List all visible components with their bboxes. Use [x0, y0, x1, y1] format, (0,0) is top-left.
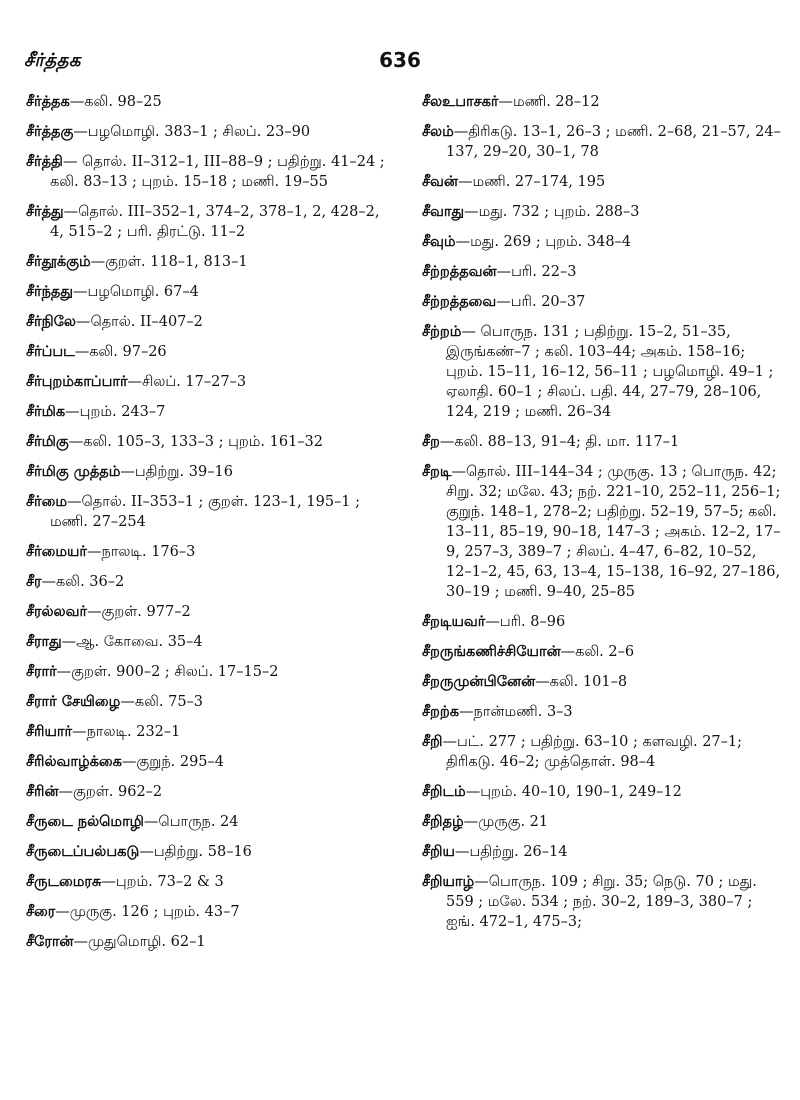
entry-headword: சீற்றம் [422, 324, 462, 340]
entry-references: —முருகு. 126 ; புறம். 43–7 [55, 904, 240, 920]
entry-references: —தொல். III–352–1, 374–2, 378–1, 2, 428–2, 4, 515–2 ; பரி. திரட்டு. 11–2 [50, 204, 380, 240]
entry-references: —கலி. 2–6 [560, 644, 635, 660]
entry-headword: சீற்றத்தவை [422, 294, 497, 310]
entry-headword: சீரார் சேயிழை [26, 694, 121, 710]
index-entry [26, 312, 386, 332]
index-entry [26, 282, 386, 302]
entry-headword: சீர்மிகு [26, 434, 69, 450]
entry-references: —பட். 277 ; பதிற்று. 63–10 ; களவழி. 27–1; திரிகடு. 46–2; முத்தொள். 98–4 [442, 734, 743, 770]
index-entry [26, 462, 386, 482]
index-entry [26, 402, 386, 422]
entry-headword: சீர [26, 574, 42, 590]
index-entry [422, 292, 782, 312]
entry-references: —குறுந். 295–4 [121, 754, 225, 770]
index-entry [422, 642, 782, 662]
entry-headword: சீலம் [422, 124, 454, 140]
index-entry [422, 232, 782, 252]
index-entry [422, 612, 782, 632]
entry-references: —புறம். 40–10, 190–1, 249–12 [465, 784, 682, 800]
entry-headword: சீரின் [26, 784, 59, 800]
index-entry [422, 672, 782, 692]
entry-headword: சீர்த்து [26, 204, 64, 220]
entry-references: —கலி. 75–3 [120, 694, 204, 710]
entry-references: —தொல். II–407–2 [75, 314, 203, 330]
index-entry [26, 902, 386, 922]
index-entry [26, 662, 386, 682]
entry-headword: சீருடைப்பல்பகடு [26, 844, 140, 860]
entry-headword: சீறியாழ் [422, 874, 475, 890]
index-entry [26, 92, 386, 112]
entry-headword: சீராது [26, 634, 62, 650]
index-entry [26, 152, 386, 192]
entry-references: —பதிற்று. 58–16 [139, 844, 252, 860]
entry-headword: சீரை [26, 904, 56, 920]
entry-headword: சீருடமைரசு [26, 874, 102, 890]
entry-references: —குறள். 118–1, 813–1 [90, 254, 248, 270]
index-entry [26, 432, 386, 452]
entry-references: —புறம். 73–2 & 3 [101, 874, 224, 890]
entry-headword: சீவன் [422, 174, 458, 190]
running-headword: சீர்த்தக [24, 50, 81, 71]
entry-references: —முதுமொழி. 62–1 [73, 934, 206, 950]
entry-headword: சீலஉபாசகர் [422, 94, 499, 110]
entry-headword: சீறி [422, 734, 443, 750]
entry-references: —கலி. 98–25 [69, 94, 162, 110]
entry-references: —புறம். 243–7 [65, 404, 166, 420]
index-entry [422, 122, 782, 162]
entry-references: —நாலடி. 232–1 [72, 724, 181, 740]
entry-headword: சீரோன் [26, 934, 74, 950]
entry-references: —தொல். III–144–34 ; முருகு. 13 ; பொருந. 42; சிறு. 32; மலே. 43; நற். 221–10, 252–11, 256–1; குறுந். 148–1, 278–2; பதிற்று. 52–19, 57–5; கலி. 13–11, 85–19, 90–18, 147–3 ; அகம். 12–2, 17–9, 257–3, 389–7 ; சிலப். 4–47, 6–82, 10–52, 12–1–2, 45, 63, 13–4, 15–138, 16–92, 27–186, 30–19 ; மணி. 9–40, 25–85 [446, 464, 781, 600]
entry-headword: சீறிய [422, 844, 455, 860]
index-entry [26, 812, 386, 832]
entry-references: —கலி. 88–13, 91–4; தி. மா. 117–1 [439, 434, 680, 450]
index-entry [422, 462, 782, 602]
index-entry [26, 752, 386, 772]
index-entry [26, 842, 386, 862]
entry-headword: சீருடை நல்மொழி [26, 814, 144, 830]
entry-references: —குறள். 962–2 [58, 784, 163, 800]
entry-references: —சிலப். 17–27–3 [127, 374, 247, 390]
right-column [422, 92, 782, 942]
entry-references: —திரிகடு. 13–1, 26–3 ; மணி. 2–68, 21–57, 24–137, 29–20, 30–1, 78 [446, 124, 781, 160]
index-entry [26, 692, 386, 712]
index-entry [26, 722, 386, 742]
index-entry [26, 202, 386, 242]
entry-headword: சீர்ப்பட [26, 344, 75, 360]
index-entry [422, 872, 782, 932]
entry-headword: சீறருங்கணிச்சியோன் [422, 644, 561, 660]
entry-headword: சீவும் [422, 234, 456, 250]
entry-headword: சீரல்லவர் [26, 604, 88, 620]
entry-references: —பழமொழி. 67–4 [72, 284, 199, 300]
entry-references: —நான்மணி. 3–3 [459, 704, 573, 720]
entry-headword: சீர்மிக [26, 404, 66, 420]
entry-references: —மணி. 27–174, 195 [457, 174, 606, 190]
entry-headword: சீற்றத்தவன் [422, 264, 497, 280]
entry-references: —பரி. 22–3 [496, 264, 577, 280]
index-entry [26, 492, 386, 532]
entry-headword: சீறடி [422, 464, 452, 480]
entry-references: —ஆ. கோவை. 35–4 [61, 634, 203, 650]
entry-references: —கலி. 105–3, 133–3 ; புறம். 161–32 [68, 434, 323, 450]
entry-references: —பொருந. 24 [143, 814, 239, 830]
index-entry [26, 372, 386, 392]
index-entry [422, 172, 782, 192]
entry-headword: சீர்த்தகு [26, 124, 74, 140]
entry-headword: சீறிடம் [422, 784, 466, 800]
entry-headword: சீறற்க [422, 704, 460, 720]
index-entry [26, 872, 386, 892]
entry-headword: சீரார் [26, 664, 57, 680]
entry-references: —பொருந. 109 ; சிறு. 35; நெடு. 70 ; மது. 559 ; மலே. 534 ; நற். 30–2, 189–3, 380–7 ; ஐங். 472–1, 475–3; [446, 874, 757, 930]
index-entry [422, 702, 782, 722]
entry-headword: சீர்நிலே [26, 314, 76, 330]
entry-references: —மது. 269 ; புறம். 348–4 [455, 234, 632, 250]
entry-references: —பரி. 8–96 [485, 614, 566, 630]
entry-references: —மணி. 28–12 [498, 94, 600, 110]
entry-references: —குறள். 977–2 [87, 604, 191, 620]
entry-references: — தொல். II–312–1, III–88–9 ; பதிற்று. 41–24 ; கலி. 83–13 ; புறம். 15–18 ; மணி. 19–55 [50, 154, 385, 190]
index-entry [26, 542, 386, 562]
index-entry [422, 842, 782, 862]
entry-references: — பொருந. 131 ; பதிற்று. 15–2, 51–35, இருங்கண்–7 ; கலி. 103–44; அகம். 158–16; புறம். 15–11, 16–12, 56–11 ; பழமொழி. 49–1 ; ஏலாதி. 60–1 ; சிலப். பதி. 44, 27–79, 28–106, 124, 219 ; மணி. 26–34 [446, 324, 774, 420]
entry-references: —நாலடி. 176–3 [87, 544, 196, 560]
entry-headword: சீரியார் [26, 724, 73, 740]
entry-references: —பழமொழி. 383–1 ; சிலப். 23–90 [73, 124, 311, 140]
entry-headword: சீர்ந்தது [26, 284, 73, 300]
index-entry [26, 602, 386, 622]
index-entry [422, 732, 782, 772]
entry-headword: சீரில்வாழ்க்கை [26, 754, 122, 770]
index-entry [26, 342, 386, 362]
index-entry [26, 122, 386, 142]
entry-headword: சீர்மை [26, 494, 67, 510]
index-entry [26, 932, 386, 952]
index-entry [422, 92, 782, 112]
index-entry [26, 632, 386, 652]
entry-references: —பதிற்று. 26–14 [454, 844, 568, 860]
entry-headword: சீர்மையர் [26, 544, 88, 560]
index-entry [422, 782, 782, 802]
entry-references: —தொல். II–353–1 ; குறள். 123–1, 195–1 ; மணி. 27–254 [50, 494, 361, 530]
index-entry [422, 202, 782, 222]
entry-references: —கலி. 97–26 [74, 344, 167, 360]
entry-references: —குறள். 900–2 ; சிலப். 17–15–2 [56, 664, 279, 680]
entry-references: —கலி. 36–2 [41, 574, 125, 590]
entry-headword: சீற [422, 434, 440, 450]
entry-headword: சீர்மிகு முத்தம் [26, 464, 121, 480]
entry-references: —கலி. 101–8 [535, 674, 628, 690]
index-entry [26, 782, 386, 802]
index-entry [422, 432, 782, 452]
entry-references: —பரி. 20–37 [496, 294, 586, 310]
entry-headword: சீவாது [422, 204, 465, 220]
entry-headword: சீர்த்தி [26, 154, 63, 170]
index-entry [422, 812, 782, 832]
entry-headword: சீர்தூக்கும் [26, 254, 91, 270]
entry-references: —மது. 732 ; புறம். 288–3 [464, 204, 640, 220]
index-entry [422, 262, 782, 282]
entry-headword: சீறடியவர் [422, 614, 486, 630]
entry-headword: சீறிதழ் [422, 814, 464, 830]
entry-headword: சீர்த்தக [26, 94, 70, 110]
entry-headword: சீறருமுன்பினேன் [422, 674, 536, 690]
index-entry [26, 252, 386, 272]
left-column [26, 92, 386, 962]
page-number: 636 [379, 48, 421, 72]
index-entry [422, 322, 782, 422]
entry-headword: சீர்புறம்காப்பார் [26, 374, 128, 390]
index-entry [26, 572, 386, 592]
entry-references: —பதிற்று. 39–16 [120, 464, 233, 480]
entry-references: —முருகு. 21 [463, 814, 549, 830]
